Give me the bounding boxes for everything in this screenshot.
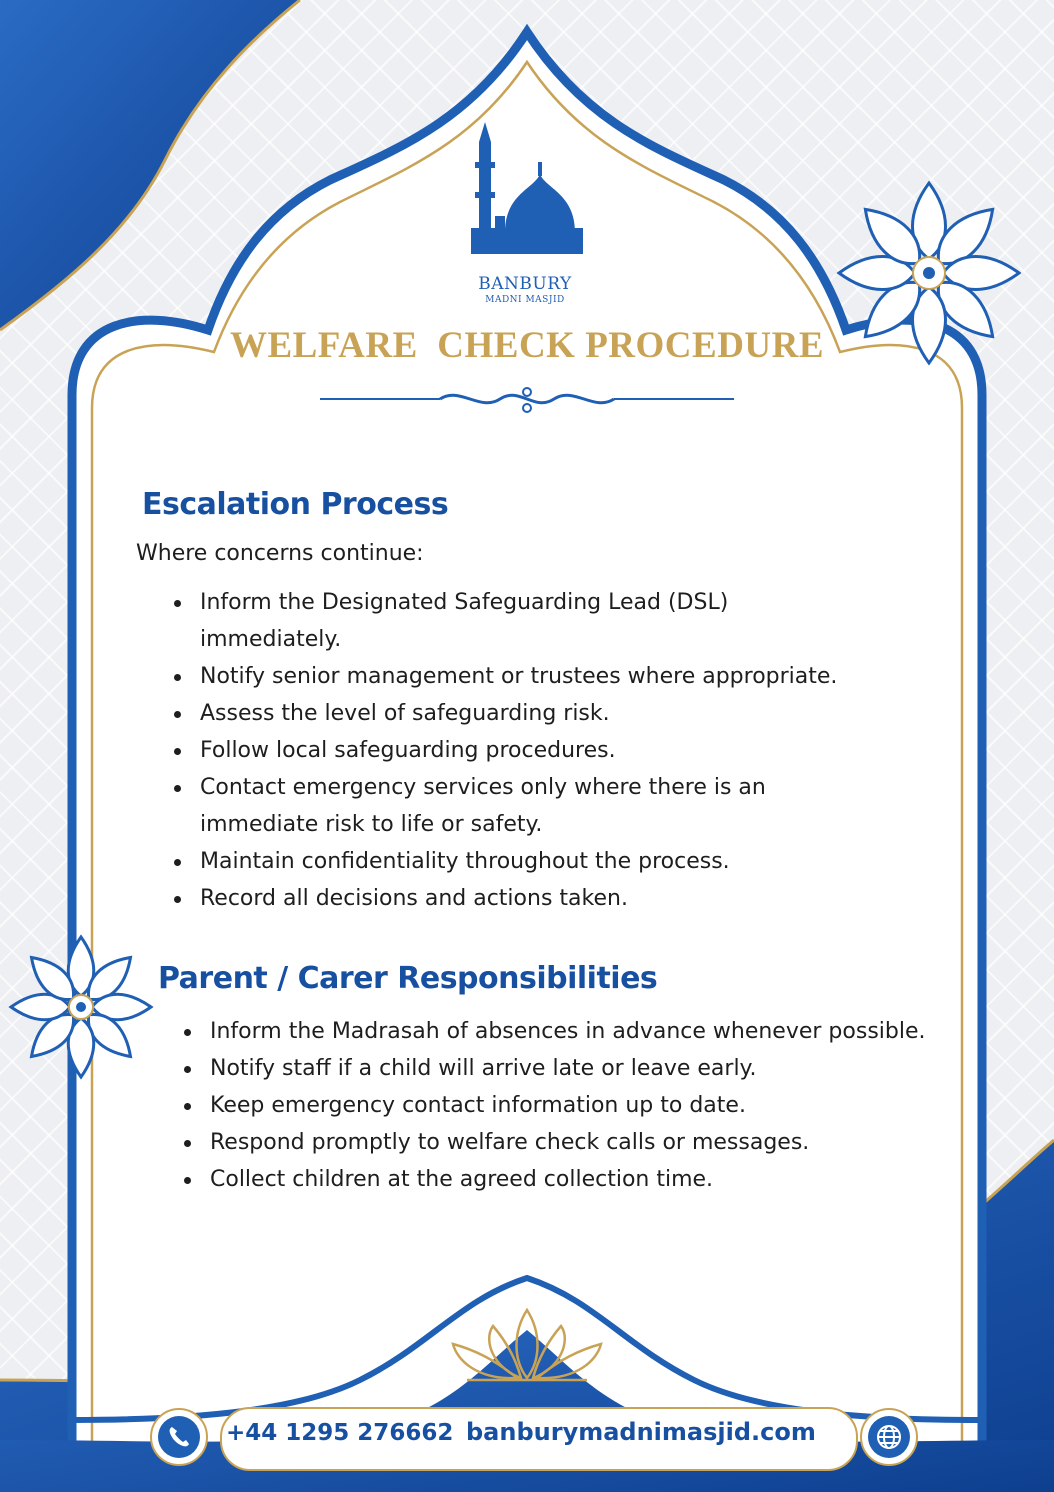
mosque-icon <box>465 122 585 272</box>
list-item: Respond promptly to welfare check calls or messages. <box>180 1124 960 1161</box>
flower-ornament-right <box>834 178 1024 368</box>
ornamental-divider <box>320 384 734 414</box>
masjid-logo <box>460 122 590 322</box>
phone-button[interactable] <box>150 1408 208 1466</box>
parent-heading: Parent / Carer Responsibilities <box>158 961 658 996</box>
globe-icon <box>868 1416 910 1458</box>
list-item: Maintain confidentiality throughout the process. <box>170 843 870 880</box>
list-item: Record all decisions and actions taken. <box>170 880 870 917</box>
flower-ornament-left <box>6 932 156 1082</box>
list-item: Collect children at the agreed collection time. <box>180 1161 960 1198</box>
list-item: Contact emergency services only where there is an immediate risk to life or safety. <box>170 769 870 843</box>
list-item: Inform the Madrasah of absences in advance whenever possible. <box>180 1013 960 1050</box>
web-button[interactable] <box>860 1408 918 1466</box>
logo-subtitle: MADNI MASJID <box>485 295 565 305</box>
list-item: Notify senior management or trustees where appropriate. <box>170 658 870 695</box>
list-item: Assess the level of safeguarding risk. <box>170 695 870 732</box>
list-item: Inform the Designated Safeguarding Lead (DSL) immediately. <box>170 584 870 658</box>
phone-icon <box>158 1416 200 1458</box>
logo-name: BANBURY <box>478 274 572 294</box>
page-title: WELFARE CHECK PROCEDURE <box>229 325 825 366</box>
escalation-intro: Where concerns continue: <box>136 541 424 566</box>
parent-list <box>180 1013 960 1198</box>
escalation-heading: Escalation Process <box>142 487 449 522</box>
list-item: Follow local safeguarding procedures. <box>170 732 870 769</box>
list-item: Keep emergency contact information up to date. <box>180 1087 960 1124</box>
escalation-list <box>170 584 870 917</box>
list-item: Notify staff if a child will arrive late or leave early. <box>180 1050 960 1087</box>
website-link[interactable]: banburymadnimasjid.com <box>466 1418 816 1446</box>
phone-number[interactable]: +44 1295 276662 <box>226 1420 454 1446</box>
